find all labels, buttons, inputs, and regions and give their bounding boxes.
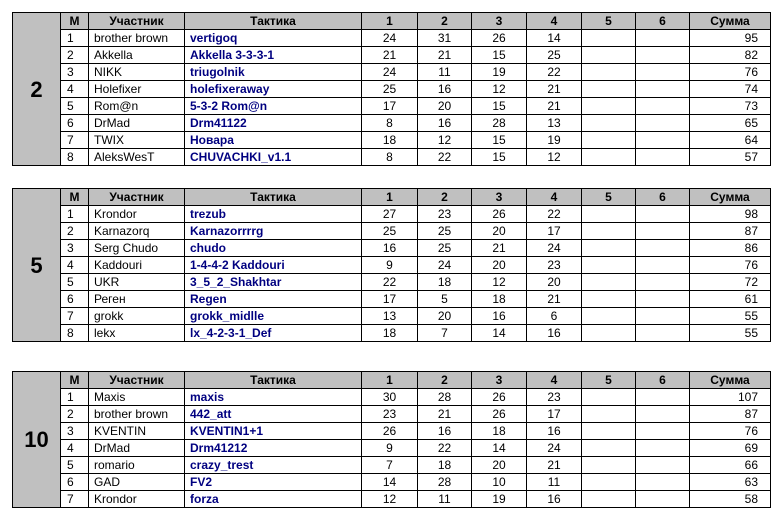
score-cell	[582, 474, 636, 491]
table-row	[13, 81, 771, 98]
score-cell: 23	[527, 257, 582, 274]
participant-cell: UKR	[89, 274, 185, 291]
score-cell: 23	[418, 206, 472, 223]
participant-cell: romario	[89, 457, 185, 474]
tactic-cell: trezub	[185, 206, 362, 223]
score-cell: 26	[472, 30, 527, 47]
score-cell: 20	[472, 457, 527, 474]
score-cell: 16	[527, 491, 582, 508]
table-row	[13, 325, 771, 342]
score-cell: 16	[527, 423, 582, 440]
score-cell	[582, 47, 636, 64]
participant-cell: Krondor	[89, 491, 185, 508]
score-cell: 11	[418, 491, 472, 508]
sum-cell: 61	[690, 291, 771, 308]
score-cell: 26	[472, 206, 527, 223]
sum-cell: 98	[690, 206, 771, 223]
score-cell: 21	[418, 47, 472, 64]
score-cell: 17	[527, 223, 582, 240]
column-header: 3	[472, 372, 527, 389]
column-header: Тактика	[185, 13, 362, 30]
score-cell: 18	[418, 457, 472, 474]
score-cell	[636, 423, 690, 440]
score-cell	[636, 223, 690, 240]
score-cell: 7	[362, 457, 418, 474]
group-number: 2	[13, 13, 61, 166]
participant-cell: brother brown	[89, 406, 185, 423]
score-cell	[636, 406, 690, 423]
score-cell: 18	[472, 291, 527, 308]
score-cell: 12	[472, 274, 527, 291]
participant-cell: Karnazorq	[89, 223, 185, 240]
column-header: 4	[527, 372, 582, 389]
column-header: 4	[527, 189, 582, 206]
column-header: 5	[582, 372, 636, 389]
participant-cell: Akkella	[89, 47, 185, 64]
place-cell: 5	[61, 274, 89, 291]
score-cell: 21	[527, 98, 582, 115]
participant-cell: Serg Chudo	[89, 240, 185, 257]
score-cell	[582, 149, 636, 166]
sum-cell: 87	[690, 406, 771, 423]
standings-table	[12, 188, 771, 342]
score-cell	[636, 64, 690, 81]
sum-cell: 65	[690, 115, 771, 132]
tactic-cell: 5-3-2 Rom@n	[185, 98, 362, 115]
score-cell: 22	[362, 274, 418, 291]
score-cell	[636, 257, 690, 274]
tactic-cell: 1-4-4-2 Kaddouri	[185, 257, 362, 274]
table-row	[13, 115, 771, 132]
score-cell: 22	[418, 440, 472, 457]
score-cell: 18	[362, 325, 418, 342]
score-cell: 21	[362, 47, 418, 64]
place-cell: 1	[61, 389, 89, 406]
place-cell: 4	[61, 440, 89, 457]
sum-cell: 74	[690, 81, 771, 98]
participant-cell: Реген	[89, 291, 185, 308]
score-cell: 8	[362, 115, 418, 132]
column-header: 2	[418, 372, 472, 389]
score-cell: 9	[362, 257, 418, 274]
sum-cell: 72	[690, 274, 771, 291]
place-cell: 6	[61, 474, 89, 491]
score-cell: 24	[527, 240, 582, 257]
score-cell: 10	[472, 474, 527, 491]
participant-cell: Maxis	[89, 389, 185, 406]
place-cell: 3	[61, 240, 89, 257]
participant-cell: Kaddouri	[89, 257, 185, 274]
place-cell: 1	[61, 206, 89, 223]
score-cell	[636, 491, 690, 508]
table-row	[13, 132, 771, 149]
participant-cell: brother brown	[89, 30, 185, 47]
score-cell: 20	[418, 308, 472, 325]
score-cell: 16	[527, 325, 582, 342]
sum-cell: 95	[690, 30, 771, 47]
tactic-cell: holefixeraway	[185, 81, 362, 98]
table-row	[13, 474, 771, 491]
table-row	[13, 223, 771, 240]
score-cell: 14	[527, 30, 582, 47]
column-header: 4	[527, 13, 582, 30]
score-cell: 18	[418, 274, 472, 291]
score-cell: 26	[472, 389, 527, 406]
table-row	[13, 47, 771, 64]
score-cell	[636, 440, 690, 457]
score-cell	[582, 257, 636, 274]
score-cell: 12	[527, 149, 582, 166]
sum-cell: 73	[690, 98, 771, 115]
score-cell	[636, 30, 690, 47]
table-row	[13, 491, 771, 508]
sum-cell: 82	[690, 47, 771, 64]
sum-cell: 107	[690, 389, 771, 406]
table-row	[13, 406, 771, 423]
score-cell	[582, 206, 636, 223]
score-cell: 25	[362, 81, 418, 98]
score-cell: 21	[527, 457, 582, 474]
score-cell: 16	[418, 115, 472, 132]
score-cell: 30	[362, 389, 418, 406]
score-cell: 20	[472, 223, 527, 240]
score-cell: 18	[472, 423, 527, 440]
score-cell: 23	[362, 406, 418, 423]
score-cell: 22	[418, 149, 472, 166]
score-cell: 11	[527, 474, 582, 491]
table-row	[13, 423, 771, 440]
group-number: 10	[13, 372, 61, 508]
participant-cell: Holefixer	[89, 81, 185, 98]
place-cell: 8	[61, 325, 89, 342]
score-cell: 24	[527, 440, 582, 457]
column-header: М	[61, 372, 89, 389]
participant-cell: lekx	[89, 325, 185, 342]
column-header: Тактика	[185, 189, 362, 206]
score-cell: 15	[472, 47, 527, 64]
tactic-cell: CHUVACHKI_v1.1	[185, 149, 362, 166]
place-cell: 1	[61, 30, 89, 47]
tactic-cell: triugolnik	[185, 64, 362, 81]
score-cell	[636, 115, 690, 132]
score-cell	[582, 64, 636, 81]
sum-cell: 66	[690, 457, 771, 474]
score-cell	[636, 325, 690, 342]
place-cell: 3	[61, 64, 89, 81]
score-cell: 16	[418, 423, 472, 440]
sum-cell: 87	[690, 223, 771, 240]
header-row	[13, 13, 771, 30]
score-cell: 23	[527, 389, 582, 406]
standings-table	[12, 371, 771, 508]
place-cell: 2	[61, 223, 89, 240]
place-cell: 7	[61, 132, 89, 149]
sum-cell: 58	[690, 491, 771, 508]
score-cell	[636, 132, 690, 149]
score-cell: 21	[418, 406, 472, 423]
score-cell	[582, 423, 636, 440]
place-cell: 8	[61, 149, 89, 166]
score-cell	[582, 132, 636, 149]
score-cell: 13	[527, 115, 582, 132]
column-header: 2	[418, 13, 472, 30]
tactic-cell: Новара	[185, 132, 362, 149]
score-cell	[636, 98, 690, 115]
participant-cell: AleksWesT	[89, 149, 185, 166]
tactic-cell: grokk_midlle	[185, 308, 362, 325]
score-cell: 16	[472, 308, 527, 325]
place-cell: 2	[61, 47, 89, 64]
column-header: 1	[362, 13, 418, 30]
score-cell: 15	[472, 149, 527, 166]
column-header: 5	[582, 189, 636, 206]
score-cell: 24	[362, 30, 418, 47]
score-cell	[636, 240, 690, 257]
tactic-cell: Akkella 3-3-3-1	[185, 47, 362, 64]
table-row	[13, 64, 771, 81]
score-cell	[582, 308, 636, 325]
score-cell: 8	[362, 149, 418, 166]
score-cell: 21	[472, 240, 527, 257]
score-cell: 15	[472, 98, 527, 115]
score-cell: 22	[527, 64, 582, 81]
column-header: Сумма	[690, 372, 771, 389]
sum-cell: 76	[690, 64, 771, 81]
score-cell: 12	[472, 81, 527, 98]
score-cell: 20	[472, 257, 527, 274]
sum-cell: 57	[690, 149, 771, 166]
participant-cell: NIKK	[89, 64, 185, 81]
tactic-cell: Drm41122	[185, 115, 362, 132]
sum-cell: 76	[690, 423, 771, 440]
place-cell: 6	[61, 291, 89, 308]
participant-cell: GAD	[89, 474, 185, 491]
column-header: 5	[582, 13, 636, 30]
sum-cell: 69	[690, 440, 771, 457]
place-cell: 4	[61, 257, 89, 274]
tactic-cell: lx_4-2-3-1_Def	[185, 325, 362, 342]
column-header: 1	[362, 189, 418, 206]
score-cell	[636, 149, 690, 166]
score-cell	[636, 291, 690, 308]
column-header: 1	[362, 372, 418, 389]
score-cell: 25	[362, 223, 418, 240]
score-cell: 24	[362, 64, 418, 81]
column-header: М	[61, 13, 89, 30]
sum-cell: 55	[690, 308, 771, 325]
sum-cell: 55	[690, 325, 771, 342]
tactic-cell: maxis	[185, 389, 362, 406]
column-header: Сумма	[690, 189, 771, 206]
score-cell: 19	[472, 64, 527, 81]
score-cell	[582, 406, 636, 423]
participant-cell: DrMad	[89, 440, 185, 457]
column-header: Участник	[89, 189, 185, 206]
participant-cell: grokk	[89, 308, 185, 325]
score-cell: 25	[527, 47, 582, 64]
score-cell: 24	[418, 257, 472, 274]
tactic-cell: FV2	[185, 474, 362, 491]
score-cell	[582, 389, 636, 406]
score-cell: 18	[362, 132, 418, 149]
tactic-cell: vertigoq	[185, 30, 362, 47]
score-cell	[636, 274, 690, 291]
score-cell: 22	[527, 206, 582, 223]
score-cell	[582, 291, 636, 308]
score-cell: 11	[418, 64, 472, 81]
table-row	[13, 457, 771, 474]
score-cell: 14	[472, 325, 527, 342]
score-cell: 14	[362, 474, 418, 491]
tactic-cell: KVENTIN1+1	[185, 423, 362, 440]
score-cell: 26	[472, 406, 527, 423]
score-cell: 21	[527, 81, 582, 98]
tactic-cell: Regen	[185, 291, 362, 308]
score-cell: 20	[418, 98, 472, 115]
score-cell: 12	[362, 491, 418, 508]
place-cell: 7	[61, 491, 89, 508]
score-cell	[582, 325, 636, 342]
sum-cell: 76	[690, 257, 771, 274]
table-row	[13, 291, 771, 308]
score-cell: 25	[418, 223, 472, 240]
sum-cell: 64	[690, 132, 771, 149]
score-cell: 12	[418, 132, 472, 149]
column-header: 6	[636, 189, 690, 206]
score-cell: 19	[472, 491, 527, 508]
score-cell: 17	[362, 291, 418, 308]
score-cell: 17	[527, 406, 582, 423]
score-cell: 28	[418, 474, 472, 491]
place-cell: 7	[61, 308, 89, 325]
tactic-cell: forza	[185, 491, 362, 508]
score-cell: 28	[418, 389, 472, 406]
score-cell	[636, 206, 690, 223]
score-cell: 13	[362, 308, 418, 325]
tactic-cell: 442_att	[185, 406, 362, 423]
score-cell	[582, 81, 636, 98]
tactic-cell: crazy_trest	[185, 457, 362, 474]
header-row	[13, 372, 771, 389]
group-table-block	[12, 12, 770, 166]
score-cell	[636, 47, 690, 64]
table-row	[13, 98, 771, 115]
score-cell	[582, 457, 636, 474]
place-cell: 6	[61, 115, 89, 132]
score-cell: 28	[472, 115, 527, 132]
score-cell: 31	[418, 30, 472, 47]
score-cell: 5	[418, 291, 472, 308]
score-cell	[582, 274, 636, 291]
participant-cell: Rom@n	[89, 98, 185, 115]
participant-cell: Krondor	[89, 206, 185, 223]
table-row	[13, 240, 771, 257]
column-header: 2	[418, 189, 472, 206]
score-cell	[582, 240, 636, 257]
participant-cell: DrMad	[89, 115, 185, 132]
group-table-block	[12, 371, 770, 508]
group-table-block	[12, 188, 770, 342]
table-row	[13, 389, 771, 406]
table-row	[13, 30, 771, 47]
score-cell: 26	[362, 423, 418, 440]
table-row	[13, 206, 771, 223]
tactic-cell: 3_5_2_Shakhtar	[185, 274, 362, 291]
column-header: Участник	[89, 372, 185, 389]
score-cell: 27	[362, 206, 418, 223]
column-header: Сумма	[690, 13, 771, 30]
score-cell: 14	[472, 440, 527, 457]
place-cell: 5	[61, 457, 89, 474]
tactic-cell: chudo	[185, 240, 362, 257]
score-cell: 17	[362, 98, 418, 115]
score-cell	[582, 30, 636, 47]
participant-cell: TWIX	[89, 132, 185, 149]
score-cell: 9	[362, 440, 418, 457]
table-row	[13, 440, 771, 457]
score-cell	[582, 440, 636, 457]
score-cell	[582, 115, 636, 132]
score-cell: 19	[527, 132, 582, 149]
place-cell: 3	[61, 423, 89, 440]
header-row	[13, 189, 771, 206]
score-cell: 16	[418, 81, 472, 98]
place-cell: 4	[61, 81, 89, 98]
table-row	[13, 308, 771, 325]
participant-cell: KVENTIN	[89, 423, 185, 440]
score-cell: 21	[527, 291, 582, 308]
column-header: Тактика	[185, 372, 362, 389]
score-cell: 7	[418, 325, 472, 342]
column-header: 6	[636, 372, 690, 389]
score-cell	[636, 81, 690, 98]
column-header: М	[61, 189, 89, 206]
table-row	[13, 274, 771, 291]
score-cell	[582, 491, 636, 508]
table-row	[13, 149, 771, 166]
score-cell	[636, 474, 690, 491]
sum-cell: 86	[690, 240, 771, 257]
score-cell: 15	[472, 132, 527, 149]
column-header: 6	[636, 13, 690, 30]
column-header: 3	[472, 13, 527, 30]
tactic-cell: Drm41212	[185, 440, 362, 457]
score-cell: 25	[418, 240, 472, 257]
table-row	[13, 257, 771, 274]
place-cell: 2	[61, 406, 89, 423]
place-cell: 5	[61, 98, 89, 115]
standings-table	[12, 12, 771, 166]
score-cell: 16	[362, 240, 418, 257]
score-cell	[636, 308, 690, 325]
column-header: 3	[472, 189, 527, 206]
score-cell	[582, 223, 636, 240]
score-cell	[582, 98, 636, 115]
score-cell: 20	[527, 274, 582, 291]
score-cell	[636, 457, 690, 474]
score-cell	[636, 389, 690, 406]
sum-cell: 63	[690, 474, 771, 491]
score-cell: 6	[527, 308, 582, 325]
tactic-cell: Karnazorrrrg	[185, 223, 362, 240]
group-number: 5	[13, 189, 61, 342]
column-header: Участник	[89, 13, 185, 30]
